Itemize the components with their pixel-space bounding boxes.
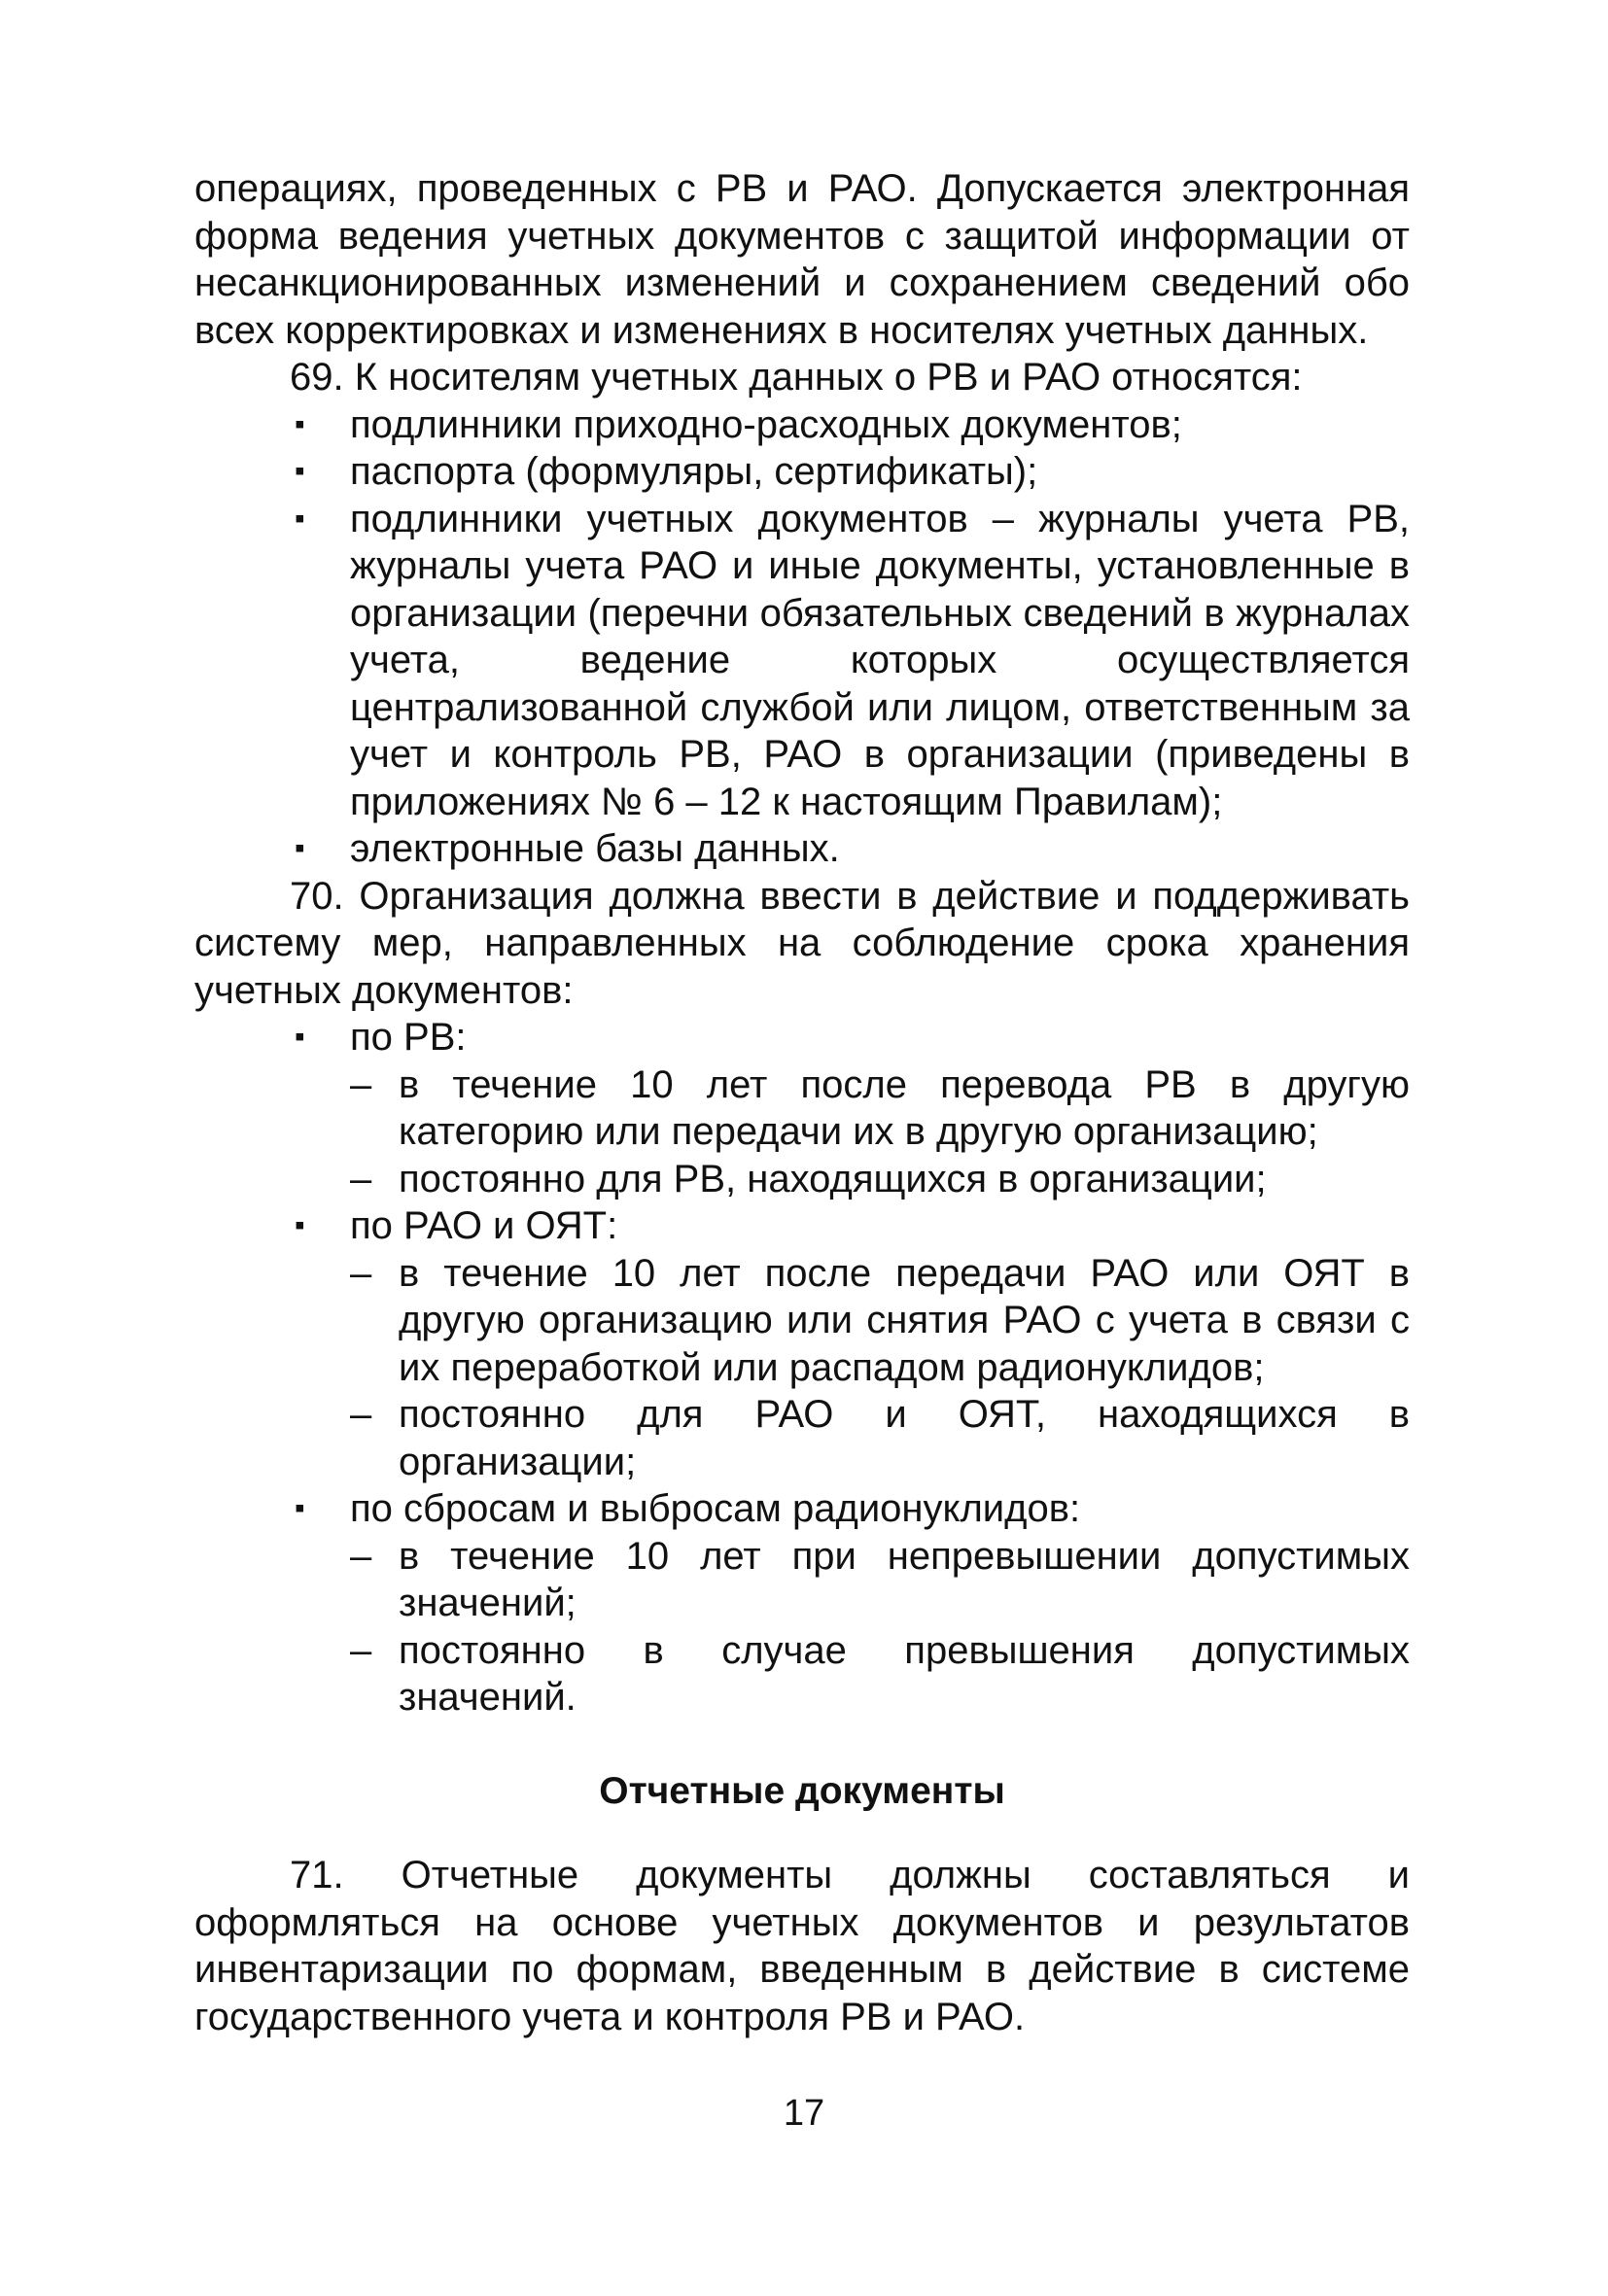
paragraph-70: 70. Организация должна ввести в действие и поддерживать систему мер, направленных на соблюдение срока хранения учетных документов: [194, 874, 1410, 1012]
paragraph-69: 69. К носителям учетных данных о РВ и РАО относятся: [290, 356, 1303, 399]
sub-list-item [194, 1156, 1410, 1203]
list-item [194, 448, 1410, 496]
page-number: 17 [783, 2093, 825, 2134]
list-item [194, 496, 1410, 826]
paragraph-71: 71. Отчетные документы должны составляться и оформляться на основе учетных документов и результатов инвентаризации по формам, введенным в действие в системе государственного учета и контроля РВ и РАО. [194, 1854, 1410, 2038]
sub-list-item [194, 1061, 1410, 1156]
document-body [194, 165, 1410, 2040]
bullet-marker: ▪ [295, 1021, 305, 1053]
dash-marker: – [350, 1157, 372, 1200]
dash-marker: – [350, 1628, 372, 1672]
list-group-label [194, 1014, 1410, 1061]
sub-list-item-text: в течение 10 лет после перевода РВ в другую категорию или передачи их в другую организацию; [399, 1062, 1410, 1153]
list-item [194, 401, 1410, 449]
sub-list-item [194, 1627, 1410, 1722]
bullet-marker: ▪ [295, 1492, 305, 1524]
paragraph-continued: операциях, проведенных с РВ и РАО. Допускается электронная форма ведения учетных документов с защитой информации от несанкционированных изменений и сохранением сведений обо всех корректировках и изменениях в носителях учетных данных. [194, 167, 1410, 352]
sub-list-item [194, 1250, 1410, 1392]
list-item-text: паспорта (формуляры, сертификаты); [350, 450, 1038, 493]
list-item-text: электронные базы данных. [350, 827, 840, 870]
section-heading: Отчетные документы [599, 1769, 1005, 1812]
list-item-text: подлинники приходно-расходных документов; [350, 402, 1182, 446]
bullet-marker: ▪ [295, 502, 305, 535]
sub-list-item-text: в течение 10 лет после передачи РАО или ОЯТ в другую организацию или снятия РАО с учета в связи с их переработкой или распадом радионуклидов; [399, 1251, 1410, 1389]
dash-marker: – [350, 1251, 372, 1295]
bullet-marker: ▪ [295, 455, 305, 487]
list-group-label-text: по РАО и ОЯТ: [350, 1204, 618, 1247]
list-group-label-text: по РВ: [350, 1016, 467, 1059]
list-group-label [194, 1202, 1410, 1250]
sub-list-item-text: в течение 10 лет при непревышении допустимых значений; [399, 1534, 1410, 1624]
sub-list-item-text: постоянно для РАО и ОЯТ, находящихся в организации; [399, 1393, 1410, 1483]
sub-list-item-text: постоянно в случае превышения допустимых значений. [399, 1628, 1410, 1719]
bullet-marker: ▪ [295, 832, 305, 864]
bullet-marker: ▪ [295, 407, 305, 440]
sub-list-item-text: постоянно для РВ, находящихся в организации; [399, 1157, 1267, 1200]
sub-list-item [194, 1533, 1410, 1627]
dash-marker: – [350, 1534, 372, 1578]
list-item-text: подлинники учетных документов – журналы учета РВ, журналы учета РАО и иные документы, установленные в организации (перечни обязательных сведений в журналах учета, ведение которых осуществляется централизованной службой или лицом, ответственным за учет и контроль РВ, РАО в организации (приведены в приложениях № 6 – 12 к настоящим Правилам); [350, 497, 1410, 823]
dash-marker: – [350, 1062, 372, 1106]
list-item [194, 825, 1410, 873]
sub-list-item [194, 1391, 1410, 1485]
list-group-label [194, 1485, 1410, 1533]
bullet-marker: ▪ [295, 1209, 305, 1241]
dash-marker: – [350, 1393, 372, 1436]
list-group-label-text: по сбросам и выбросам радионуклидов: [350, 1487, 1081, 1530]
